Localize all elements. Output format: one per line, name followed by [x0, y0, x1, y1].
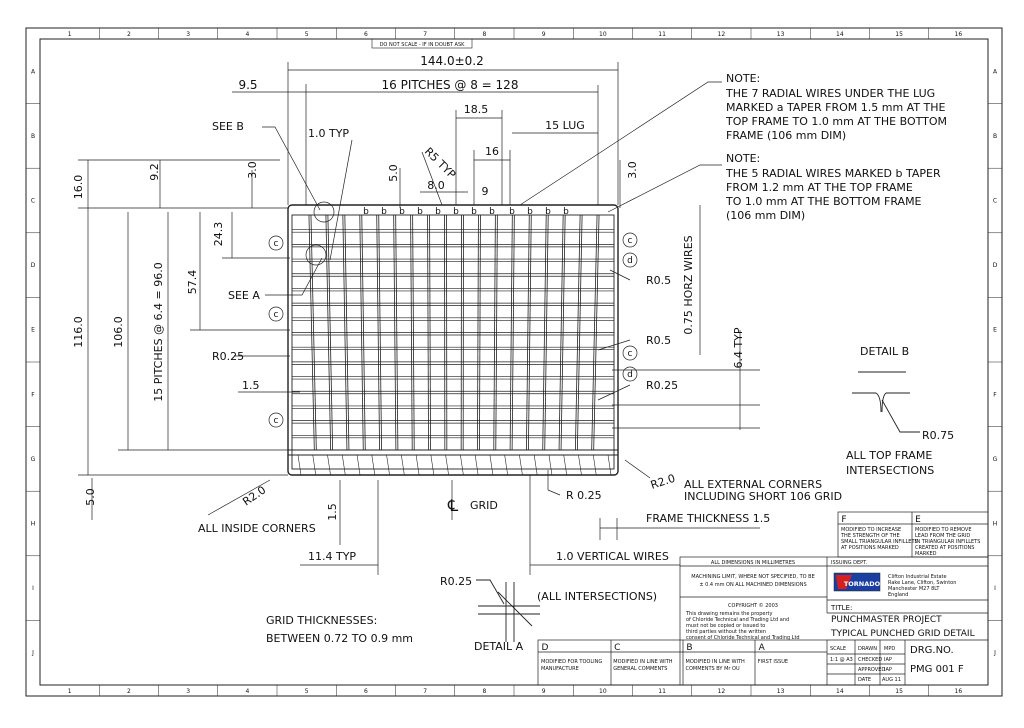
zone-number: 11: [658, 688, 666, 695]
title-line1: PUNCHMASTER PROJECT: [831, 615, 942, 625]
label-vertical-wires: 1.0 VERTICAL WIRES: [556, 550, 669, 563]
radial-wire: [430, 215, 431, 450]
marker-b: b: [489, 207, 495, 217]
logo-text: TORNADO: [844, 580, 881, 588]
zone-letter: D: [31, 262, 36, 269]
zone-letter: B: [31, 133, 35, 140]
dim-r0-25-left: R0.25: [212, 350, 244, 363]
title-label: TITLE:: [830, 604, 852, 612]
machining-line2: ± 0.4 mm ON ALL MACHINED DIMENSIONS: [699, 582, 806, 588]
label-top-frame-1: ALL TOP FRAME: [846, 449, 932, 462]
centerline-symbol: ℄: [447, 496, 459, 515]
scale-value: 1:1 @ A3: [830, 657, 853, 663]
grid-frame-inner: [292, 215, 614, 469]
lower-bar-wire: [401, 455, 404, 475]
zone-letter: A: [31, 68, 36, 75]
dim-r0-25-right: R0.25: [646, 379, 678, 392]
lower-bar-wire: [357, 455, 360, 475]
revision-text: MANUFACTURE: [541, 666, 579, 672]
zone-number: 16: [955, 688, 963, 695]
dim-9-2: 9.2: [148, 163, 161, 181]
dim-11-4-typ: 11.4 TYP: [308, 550, 356, 563]
dim-9-5: 9.5: [238, 78, 257, 92]
dim-r0-25-detail: R0.25: [440, 575, 472, 588]
revision-letter: D: [542, 643, 549, 653]
lower-bar-wire: [505, 455, 508, 475]
lower-bar-wire: [416, 455, 419, 475]
dim-18-5: 18.5: [464, 103, 489, 116]
marker-d: d: [627, 370, 633, 380]
marker-b: b: [417, 207, 423, 217]
lower-bar-wire: [431, 455, 434, 475]
revision-letter: A: [759, 643, 766, 653]
zone-number: 3: [186, 688, 190, 695]
dim-1-0-typ: 1.0 TYP: [308, 127, 349, 140]
revision-text: FIRST ISSUE: [758, 659, 788, 665]
zone-number: 12: [718, 31, 726, 38]
notes: [725, 72, 947, 222]
marker-b: b: [399, 207, 405, 217]
dim-16: 16: [485, 145, 499, 158]
note2-line2: FROM 1.2 mm AT THE TOP FRAME: [726, 181, 913, 194]
marker-b: b: [381, 207, 387, 217]
marker-c: c: [628, 236, 633, 246]
zone-number: 9: [542, 31, 546, 38]
lower-bar-wire: [342, 455, 345, 475]
marker-c: c: [628, 349, 633, 359]
zone-number: 5: [305, 31, 309, 38]
copyright-line5: consent of Chloride Technical and Trading Ltd: [686, 635, 800, 641]
zone-letter: F: [31, 391, 35, 398]
issuing-dept: ISSUING DEPT.: [831, 560, 868, 566]
lower-bar-wire: [593, 455, 596, 475]
dim-r0-25-bottom: R 0.25: [566, 489, 602, 502]
label-detail-b: DETAIL B: [860, 345, 909, 358]
note1-line4: FRAME (106 mm DIM): [726, 129, 846, 142]
scale-note: DO NOT SCALE - IF IN DOUBT ASK: [380, 42, 466, 48]
company-logo: [834, 573, 881, 591]
drg-no-label: DRG.NO.: [910, 645, 954, 656]
all-dims-note: ALL DIMENSIONS IN MILLIMETRES: [711, 560, 795, 566]
radial-wire: [479, 215, 480, 450]
zone-letter: H: [993, 521, 998, 528]
address-line3: Manchester M27 8LT: [888, 586, 940, 592]
zone-number: 13: [777, 31, 785, 38]
label-detail-a: DETAIL A: [474, 640, 524, 653]
note1-line1: THE 7 RADIAL WIRES UNDER THE LUG: [725, 87, 935, 100]
date-label: DATE: [858, 677, 871, 683]
zone-letter: J: [993, 650, 996, 657]
dim-r0-75: R0.75: [922, 429, 954, 442]
zone-letter: H: [31, 521, 36, 528]
zone-letter: A: [993, 68, 998, 75]
zone-number: 3: [186, 31, 190, 38]
lower-bar-wire: [460, 455, 463, 475]
label-external-corners: ALL EXTERNAL CORNERS: [684, 478, 822, 491]
lower-bar-wire: [549, 455, 552, 475]
lower-bar-wire: [608, 455, 611, 475]
zone-letter: C: [31, 198, 35, 205]
lower-bar-wire: [475, 455, 478, 475]
dim-5-0-top: 5.0: [387, 164, 400, 182]
zone-number: 2: [127, 31, 131, 38]
dim-15-lug: 15 LUG: [545, 119, 585, 132]
approved-by: IAP: [884, 667, 892, 673]
marker-c: c: [274, 416, 279, 426]
drawn-by: MPD: [884, 646, 895, 652]
dim-8-0: 8.0: [427, 179, 445, 192]
zone-number: 6: [364, 688, 368, 695]
marker-d: d: [627, 256, 633, 266]
revision-text: THE STRENGTH OF THE: [840, 533, 900, 539]
dim-r0-5-top: R0.5: [646, 274, 671, 287]
grid-frame-outer: [288, 205, 618, 475]
zone-number: 15: [895, 31, 903, 38]
zone-letter: B: [993, 133, 997, 140]
checked-label: CHECKED: [858, 657, 882, 663]
revision-letter: C: [614, 643, 620, 653]
copyright-line1: This drawing remains the property: [685, 611, 772, 617]
dim-9: 9: [482, 185, 489, 198]
address-line4: England: [888, 592, 908, 598]
copyright-line4: third parties without the written: [686, 629, 766, 635]
lower-bar-wire: [534, 455, 537, 475]
zone-number: 11: [658, 31, 666, 38]
lower-bar-wire: [298, 455, 301, 475]
revision-text: COMMENTS BY Mr OU: [686, 666, 740, 672]
revision-text: MODIFIED TO INCREASE: [841, 527, 901, 533]
dim-5-0-bottom: 5.0: [84, 488, 97, 506]
label-all-intersections: (ALL INTERSECTIONS): [537, 590, 657, 603]
zone-letter: E: [31, 327, 35, 334]
zone-number: 1: [68, 31, 72, 38]
lower-bar-wire: [313, 455, 316, 475]
dim-24-3: 24.3: [212, 222, 225, 247]
zone-letter: I: [994, 585, 996, 592]
revision-text: GENERAL COMMENTS: [613, 666, 667, 672]
dim-57-4: 57.4: [186, 270, 199, 295]
marker-b: b: [471, 207, 477, 217]
note2-line1: THE 5 RADIAL WIRES MARKED b TAPER: [725, 167, 941, 180]
dim-3-0-right: 3.0: [626, 161, 639, 179]
lower-bar-wire: [519, 455, 522, 475]
lower-bar-wire: [328, 455, 331, 475]
zone-letter: D: [993, 262, 998, 269]
address-line1: Clifton Industrial Estate: [888, 574, 947, 580]
revision-text: MARKED: [915, 551, 937, 557]
marker-c: c: [274, 310, 279, 320]
detail-a-sketch: [476, 580, 540, 642]
marker-b: b: [363, 207, 369, 217]
radial-wire: [428, 215, 429, 450]
note1-line3: TOP FRAME TO 1.0 mm AT THE BOTTOM: [725, 115, 947, 128]
note2-line3: TO 1.0 mm AT THE BOTTOM FRAME: [725, 195, 922, 208]
revision-text: IN TRIANGULAR INFILLETS: [915, 539, 980, 545]
revision-text: SMALL TRIANGULAR INFILLETS: [841, 539, 918, 545]
zone-number: 13: [777, 688, 785, 695]
approved-label: APPROVED: [858, 667, 885, 673]
zone-number: 8: [482, 31, 486, 38]
dimension-lines: [78, 62, 760, 575]
dim-106: 106.0: [112, 316, 125, 348]
label-inside-corners: ALL INSIDE CORNERS: [198, 522, 316, 535]
zone-number: 5: [305, 688, 309, 695]
zone-number: 6: [364, 31, 368, 38]
lower-bar-wire: [490, 455, 493, 475]
zone-number: 7: [423, 688, 427, 695]
zone-number: 14: [836, 688, 844, 695]
lower-bar-wire: [564, 455, 567, 475]
scale-label: SCALE: [830, 646, 846, 652]
label-top-frame-2: INTERSECTIONS: [846, 464, 934, 477]
lower-bar-wire: [578, 455, 581, 475]
note2-line4: (106 mm DIM): [726, 209, 805, 222]
lower-bar-wire: [372, 455, 375, 475]
label-cl-grid: GRID: [470, 499, 498, 512]
checked-by: IAP: [884, 657, 892, 663]
lower-bar-wire: [446, 455, 449, 475]
revision-text: MODIFIED IN LINE WITH: [686, 659, 746, 665]
zone-number: 16: [955, 31, 963, 38]
zone-number: 10: [599, 688, 607, 695]
dim-r0-5-mid: R0.5: [646, 334, 671, 347]
dim-116: 116.0: [72, 316, 85, 348]
drawn-label: DRAWN: [858, 646, 877, 652]
note1-line2: MARKED a TAPER FROM 1.5 mm AT THE: [726, 101, 946, 114]
label-see-a: SEE A: [228, 289, 260, 302]
see-a-circle: [306, 245, 326, 265]
zone-number: 14: [836, 31, 844, 38]
marker-b: b: [509, 207, 515, 217]
date-value: AUG 11: [882, 677, 901, 683]
dim-16-0: 16.0: [72, 175, 85, 200]
marker-b: b: [527, 207, 533, 217]
dim-1-5-bottom: 1.5: [326, 503, 339, 521]
marker-b: b: [435, 207, 441, 217]
copyright: COPYRIGHT © 2003: [728, 602, 778, 609]
copyright-line2: of Chloride Technical and Trading Ltd and: [686, 617, 789, 623]
zone-number: 15: [895, 688, 903, 695]
label-grid-thickness-1: GRID THICKNESSES:: [266, 614, 377, 627]
detail-b-sketch: [852, 372, 920, 432]
revision-text: MODIFIED TO REMOVE: [915, 527, 971, 533]
revision-letter: E: [915, 515, 921, 525]
dim-r5-typ: R5 TYP: [422, 145, 458, 181]
zone-letter: C: [993, 198, 997, 205]
zone-number: 4: [245, 688, 249, 695]
label-frame-thickness: FRAME THICKNESS 1.5: [646, 512, 770, 525]
zone-number: 4: [245, 31, 249, 38]
zone-letter: J: [31, 650, 34, 657]
address-line2: Rake Lane, Clifton, Swinton: [888, 580, 956, 586]
zone-number: 10: [599, 31, 607, 38]
revision-text: LEAD FROM THE GRID: [915, 533, 970, 539]
note2-title: NOTE:: [726, 152, 760, 165]
dim-1-5-left: 1.5: [242, 379, 260, 392]
label-grid-thickness-2: BETWEEN 0.72 TO 0.9 mm: [266, 632, 413, 645]
dim-r2-0-left: R2.0: [240, 483, 268, 508]
revision-letter: F: [841, 515, 846, 525]
drg-no: PMG 001 F: [910, 664, 964, 675]
copyright-line3: must not be copied or issued to: [686, 623, 765, 629]
marker-b: b: [453, 207, 459, 217]
grid-component: [269, 202, 637, 475]
dim-6-4-typ: 6.4 TYP: [732, 327, 745, 368]
dim-r2-0-right: R2.0: [649, 472, 677, 492]
title-line2: TYPICAL PUNCHED GRID DETAIL: [830, 629, 975, 639]
zone-number: 8: [482, 688, 486, 695]
zone-letter: G: [993, 456, 998, 463]
zone-number: 1: [68, 688, 72, 695]
zone-letter: I: [32, 585, 34, 592]
radial-wire: [477, 215, 478, 450]
marker-b: b: [563, 207, 569, 217]
lower-bar-wire: [387, 455, 390, 475]
zone-number: 7: [423, 31, 427, 38]
marker-c: c: [274, 239, 279, 249]
dim-3-0-left: 3.0: [246, 161, 259, 179]
label-short-106-grid: INCLUDING SHORT 106 GRID: [684, 490, 842, 503]
zone-number: 2: [127, 688, 131, 695]
revision-letter: B: [686, 643, 692, 653]
revision-text: AT POSITIONS MARKED: [841, 545, 899, 551]
dim-overall-width: 144.0±0.2: [420, 54, 484, 68]
zone-letter: E: [993, 327, 997, 334]
zone-number: 9: [542, 688, 546, 695]
zone-number: 12: [718, 688, 726, 695]
zone-letter: F: [993, 391, 997, 398]
revision-text: CREATED AT POSITIONS: [915, 545, 974, 551]
dim-pitches-left: 15 PITCHES @ 6.4 = 96.0: [152, 262, 165, 402]
note1-title: NOTE:: [726, 72, 760, 85]
revision-text: MODIFIED IN LINE WITH: [613, 659, 673, 665]
machining-line1: MACHINING LIMIT, WHERE NOT SPECIFIED, TO BE: [691, 574, 815, 580]
label-see-b: SEE B: [212, 120, 244, 133]
marker-b: b: [545, 207, 551, 217]
dim-pitches-top: 16 PITCHES @ 8 = 128: [382, 78, 519, 92]
dim-horz-wires: 0.75 HORZ WIRES: [682, 235, 695, 334]
revision-text: MODIFIED FOR TOOLING: [541, 659, 602, 665]
zone-letter: G: [31, 456, 36, 463]
